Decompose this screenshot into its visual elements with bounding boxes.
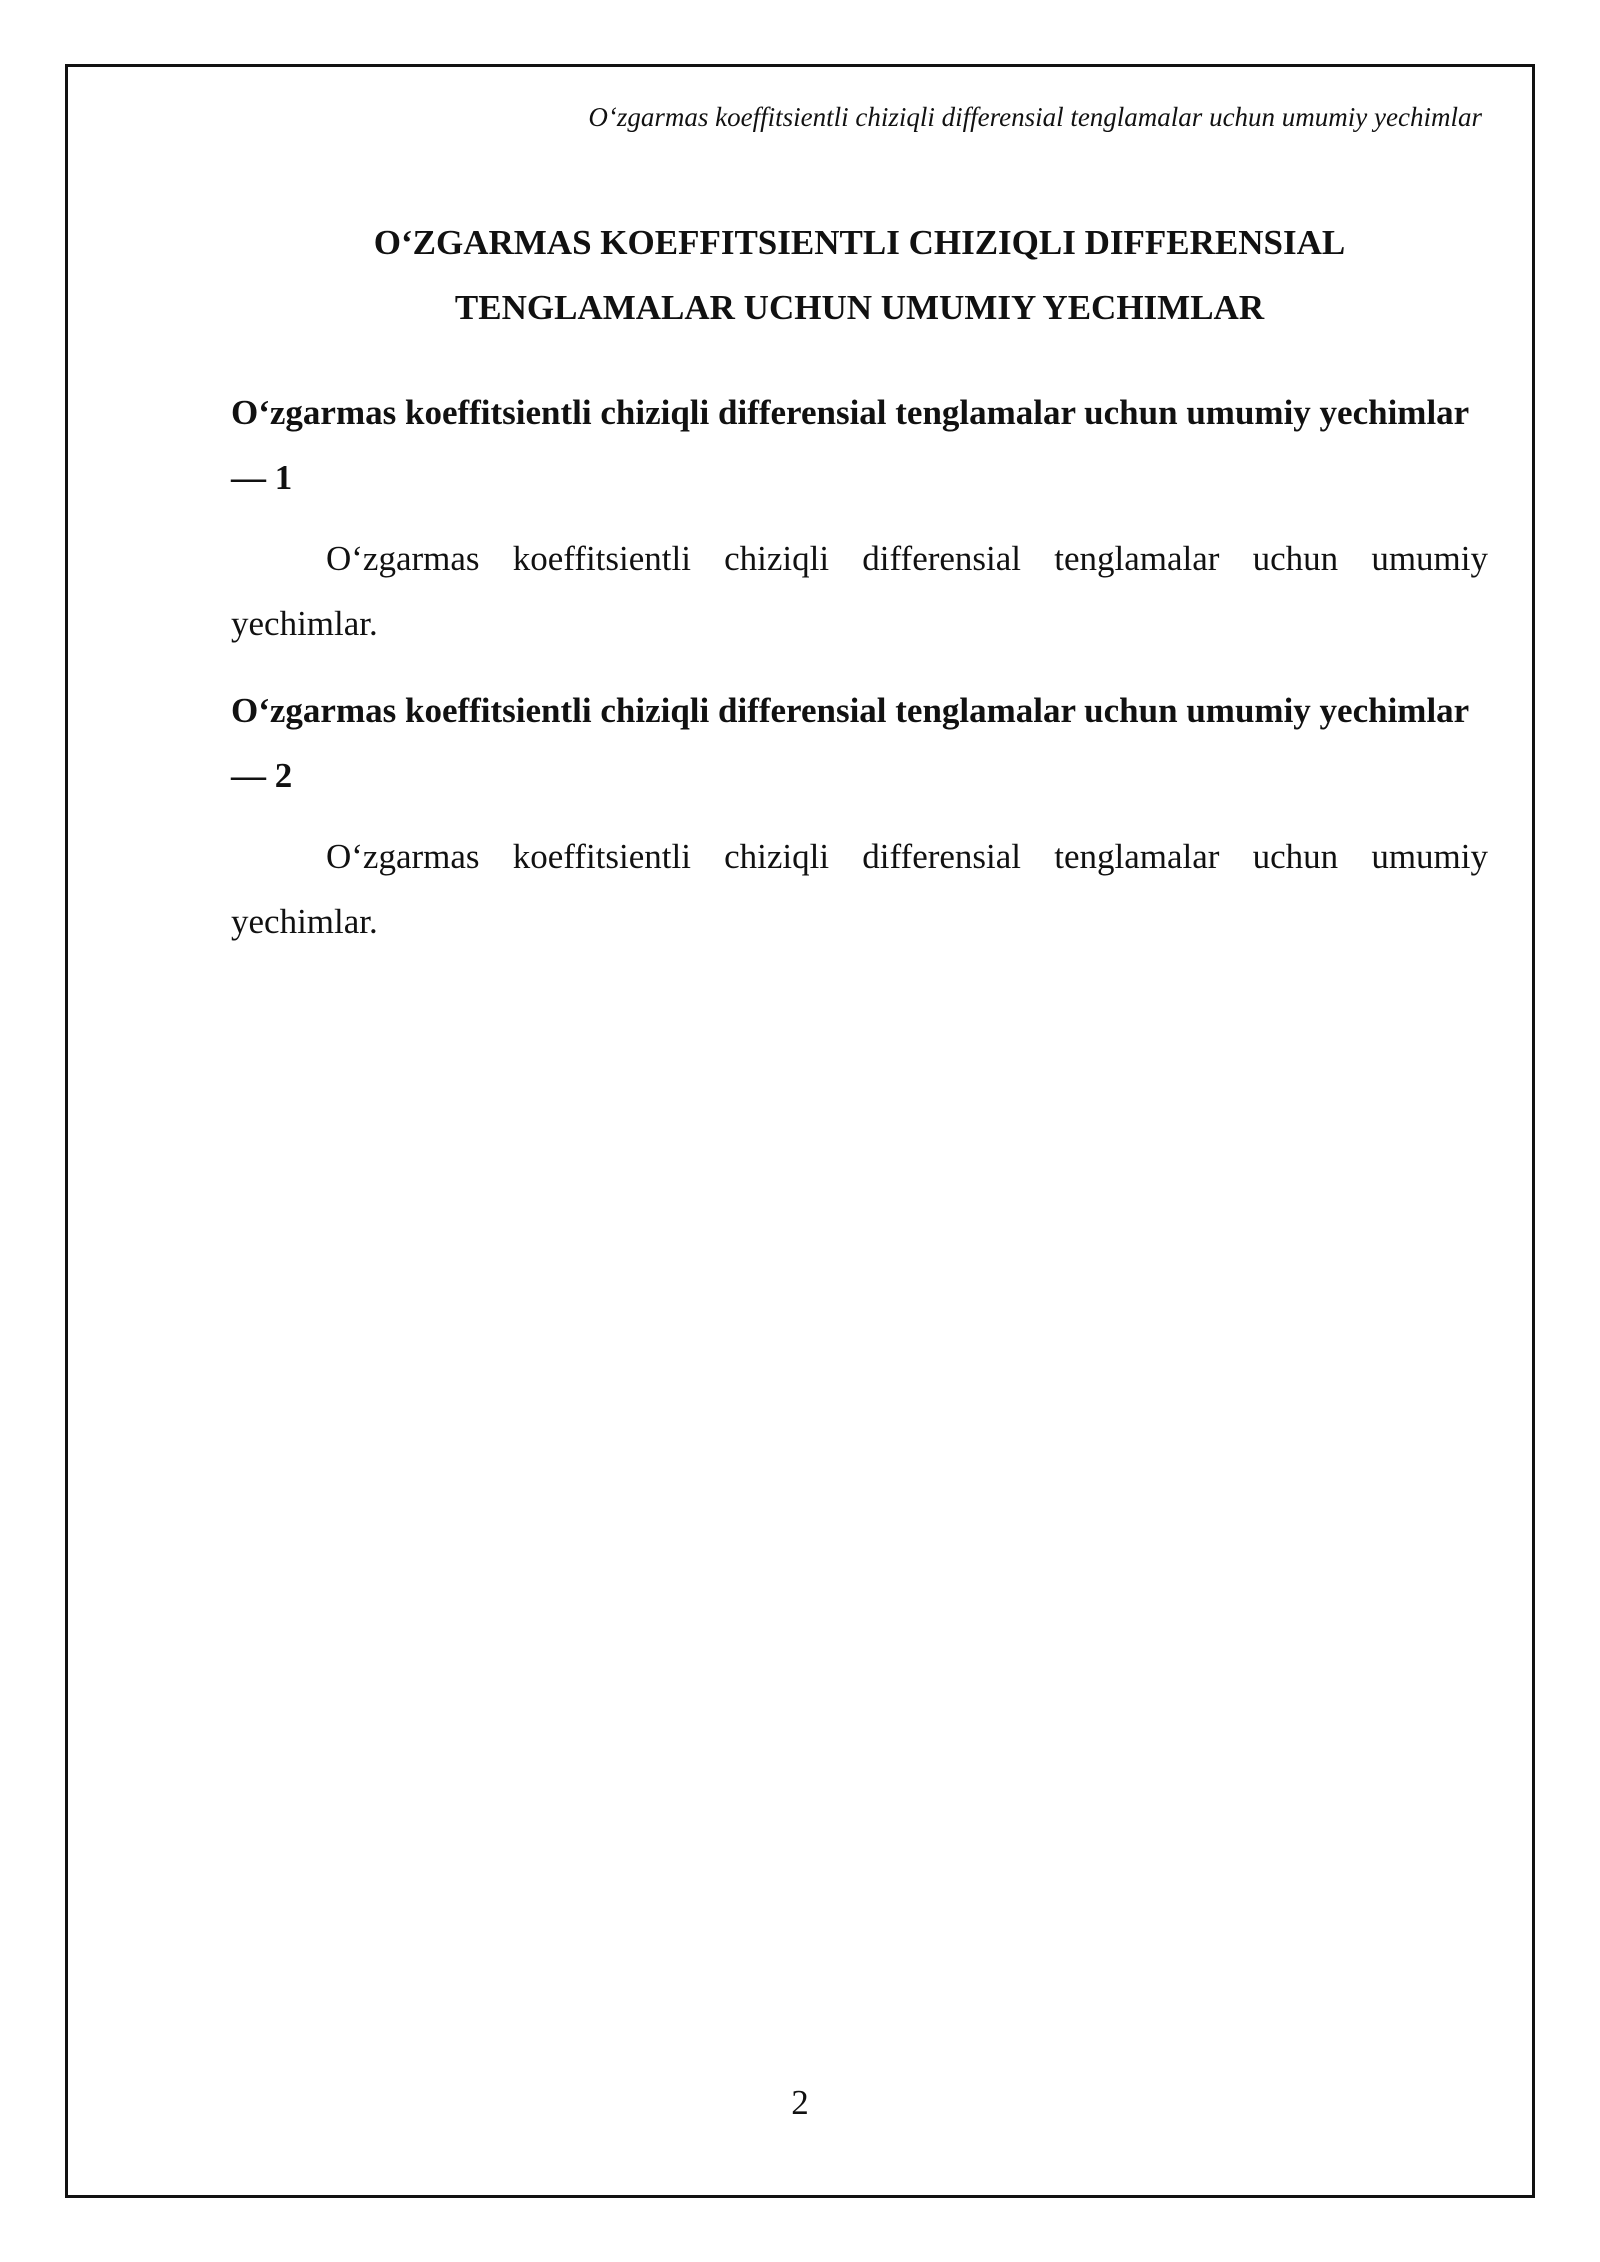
page-content — [231, 210, 1488, 976]
section-heading: O‘zgarmas koeffitsientli chiziqli differensial tenglamalar uchun umumiy yechimlar — 1 — [231, 393, 1469, 497]
section-heading: O‘zgarmas koeffitsientli chiziqli differensial tenglamalar uchun umumiy yechimlar — 2 — [231, 691, 1469, 795]
section-2 — [231, 678, 1488, 954]
document-title-line-1: O‘ZGARMAS KOEFFITSIENTLI CHIZIQLI DIFFERENSIAL — [373, 223, 1346, 262]
section-body: O‘zgarmas koeffitsientli chiziqli differensial tenglamalar uchun umumiy yechimlar. — [231, 539, 1488, 643]
page-number: 2 — [791, 2083, 809, 2122]
document-title — [231, 210, 1488, 340]
running-header: O‘zgarmas koeffitsientli chiziqli differensial tenglamalar uchun umumiy yechimlar — [588, 102, 1482, 132]
page-frame — [65, 64, 1535, 2198]
section-1 — [231, 380, 1488, 656]
section-body: O‘zgarmas koeffitsientli chiziqli differensial tenglamalar uchun umumiy yechimlar. — [231, 837, 1488, 941]
document-title-line-2: TENGLAMALAR UCHUN UMUMIY YECHIMLAR — [454, 288, 1265, 327]
